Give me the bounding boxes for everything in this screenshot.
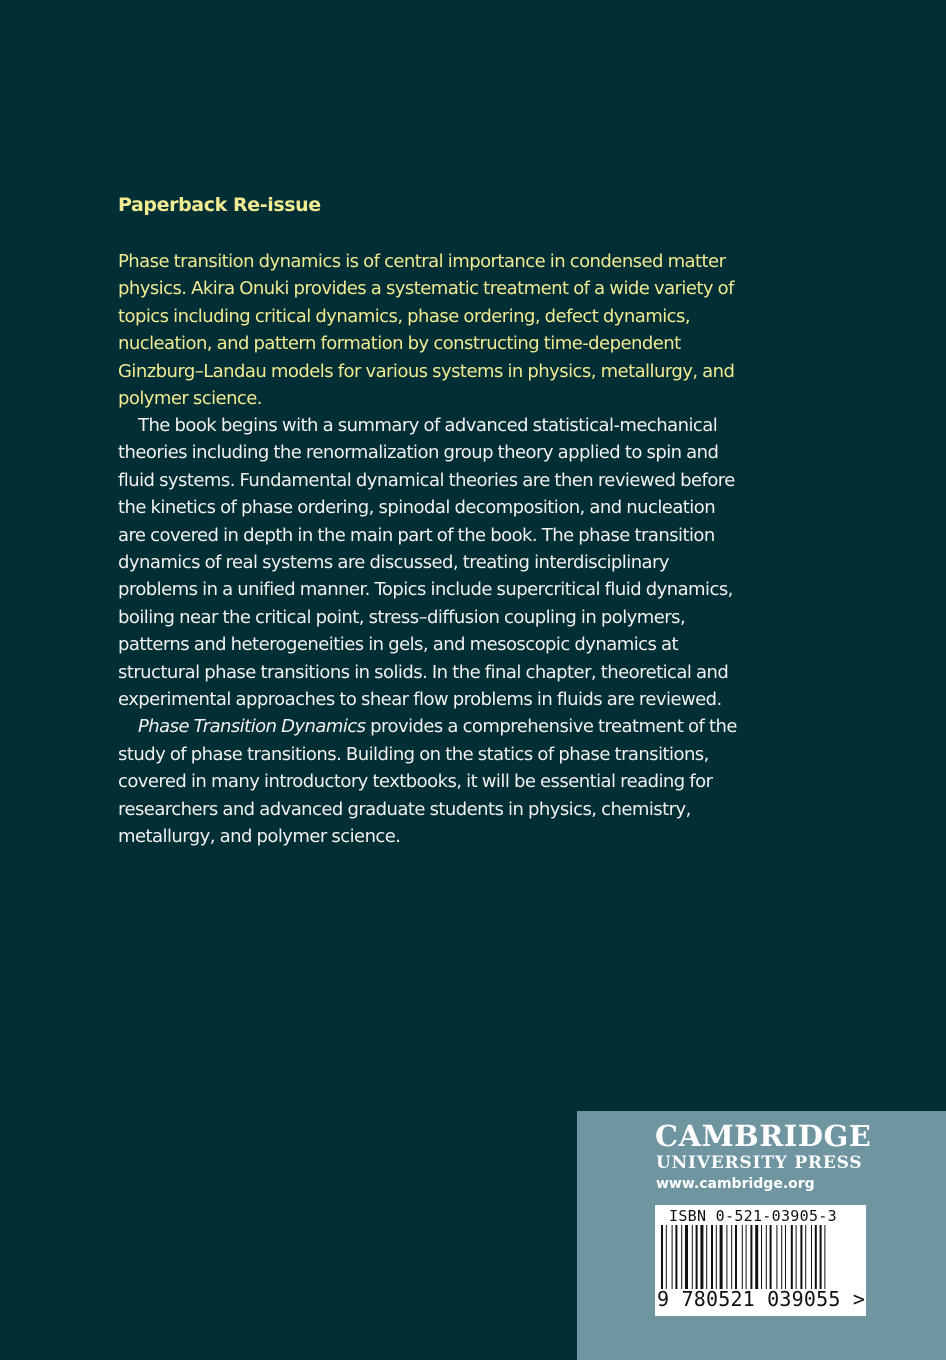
description-paragraph-2: [118, 713, 738, 850]
isbn-barcode-box: [655, 1205, 866, 1316]
barcode-digits: 9 780521 039055 >: [657, 1287, 866, 1311]
book-title-italic: Phase Transition Dynamics: [138, 716, 366, 738]
barcode-bar: [770, 1225, 772, 1289]
publisher-panel: [577, 1111, 946, 1360]
description-paragraph-2-text: provides a comprehensive treatment of the study of phase transitions. Building on the statics of phase transitions, covered in many introductory textbooks, it will be essential reading for researchers and advanced graduate students in physics, chemistry, metallurgy, and polymer science.: [118, 716, 737, 848]
description-paragraph-1: The book begins with a summary of advanced statistical-mechanical theories including the renormalization group theory applied to spin and fluid systems. Fundamental dynamical theories are then reviewed before the kinetics of phase ordering, spinodal decomposition, and nucleation are covered in depth in the main part of the book. The phase transition dynamics of real systems are discussed, treating interdisciplinary problems in a unified manner. Topics include supercritical fluid dynamics, boiling near the critical point, stress–diffusion coupling in polymers, patterns and heterogeneities in gels, and mesoscopic dynamics at structural phase transitions in solids. In the final chapter, theoretical and experimental approaches to shear flow problems in fluids are reviewed.: [118, 415, 735, 711]
barcode-bar: [815, 1225, 817, 1289]
isbn-number: ISBN 0-521-03905-3: [669, 1207, 837, 1225]
barcode-bar: [700, 1225, 703, 1289]
barcode-bar: [742, 1225, 743, 1289]
publisher-name: CAMBRIDGE: [655, 1119, 872, 1153]
barcode-bar: [661, 1225, 663, 1289]
intro-paragraph: Phase transition dynamics is of central importance in condensed matter physics. Akira Onuki provides a systematic treatment of a wide variety of topics including critical dynamics, phase ordering, defect dynamics, nucleation, and pattern formation by constructing time-dependent Ginzburg–Landau models for various systems in physics, metallurgy, and polymer science.: [118, 251, 735, 410]
barcode-bar: [675, 1225, 677, 1289]
publisher-subtitle: UNIVERSITY PRESS: [656, 1153, 863, 1173]
publisher-url: www.cambridge.org: [656, 1176, 815, 1192]
barcode-bar: [750, 1225, 752, 1289]
barcode-bar: [824, 1225, 825, 1289]
barcode-bar: [672, 1225, 673, 1289]
barcode-bar: [706, 1225, 707, 1289]
barcode-bar: [776, 1225, 777, 1289]
barcode-bar: [685, 1225, 688, 1289]
barcode-bar: [696, 1225, 698, 1289]
barcode-bar: [720, 1225, 723, 1289]
description-body: [118, 412, 738, 851]
barcode-bar: [746, 1225, 747, 1289]
barcode-bar: [711, 1225, 713, 1289]
barcode-bar: [761, 1225, 762, 1289]
barcode-bar: [735, 1225, 737, 1289]
barcode-bar: [716, 1225, 717, 1289]
barcode-bar: [820, 1225, 822, 1289]
barcode-bar: [805, 1225, 806, 1289]
barcode-bar: [766, 1225, 767, 1289]
barcode-bar: [796, 1225, 797, 1289]
barcode-bar: [781, 1225, 782, 1289]
barcode-bar: [811, 1225, 812, 1289]
barcode-bar: [755, 1225, 758, 1289]
barcode-bar: [800, 1225, 802, 1289]
barcode-bar: [791, 1225, 793, 1289]
barcode-bar: [681, 1225, 682, 1289]
barcode-bar: [692, 1225, 693, 1289]
barcode-bar: [666, 1225, 667, 1289]
barcode-bar: [731, 1225, 732, 1289]
barcode-bar: [726, 1225, 727, 1289]
reissue-label: Paperback Re-issue: [118, 194, 321, 216]
barcode: [659, 1225, 862, 1291]
barcode-bar: [785, 1225, 786, 1289]
